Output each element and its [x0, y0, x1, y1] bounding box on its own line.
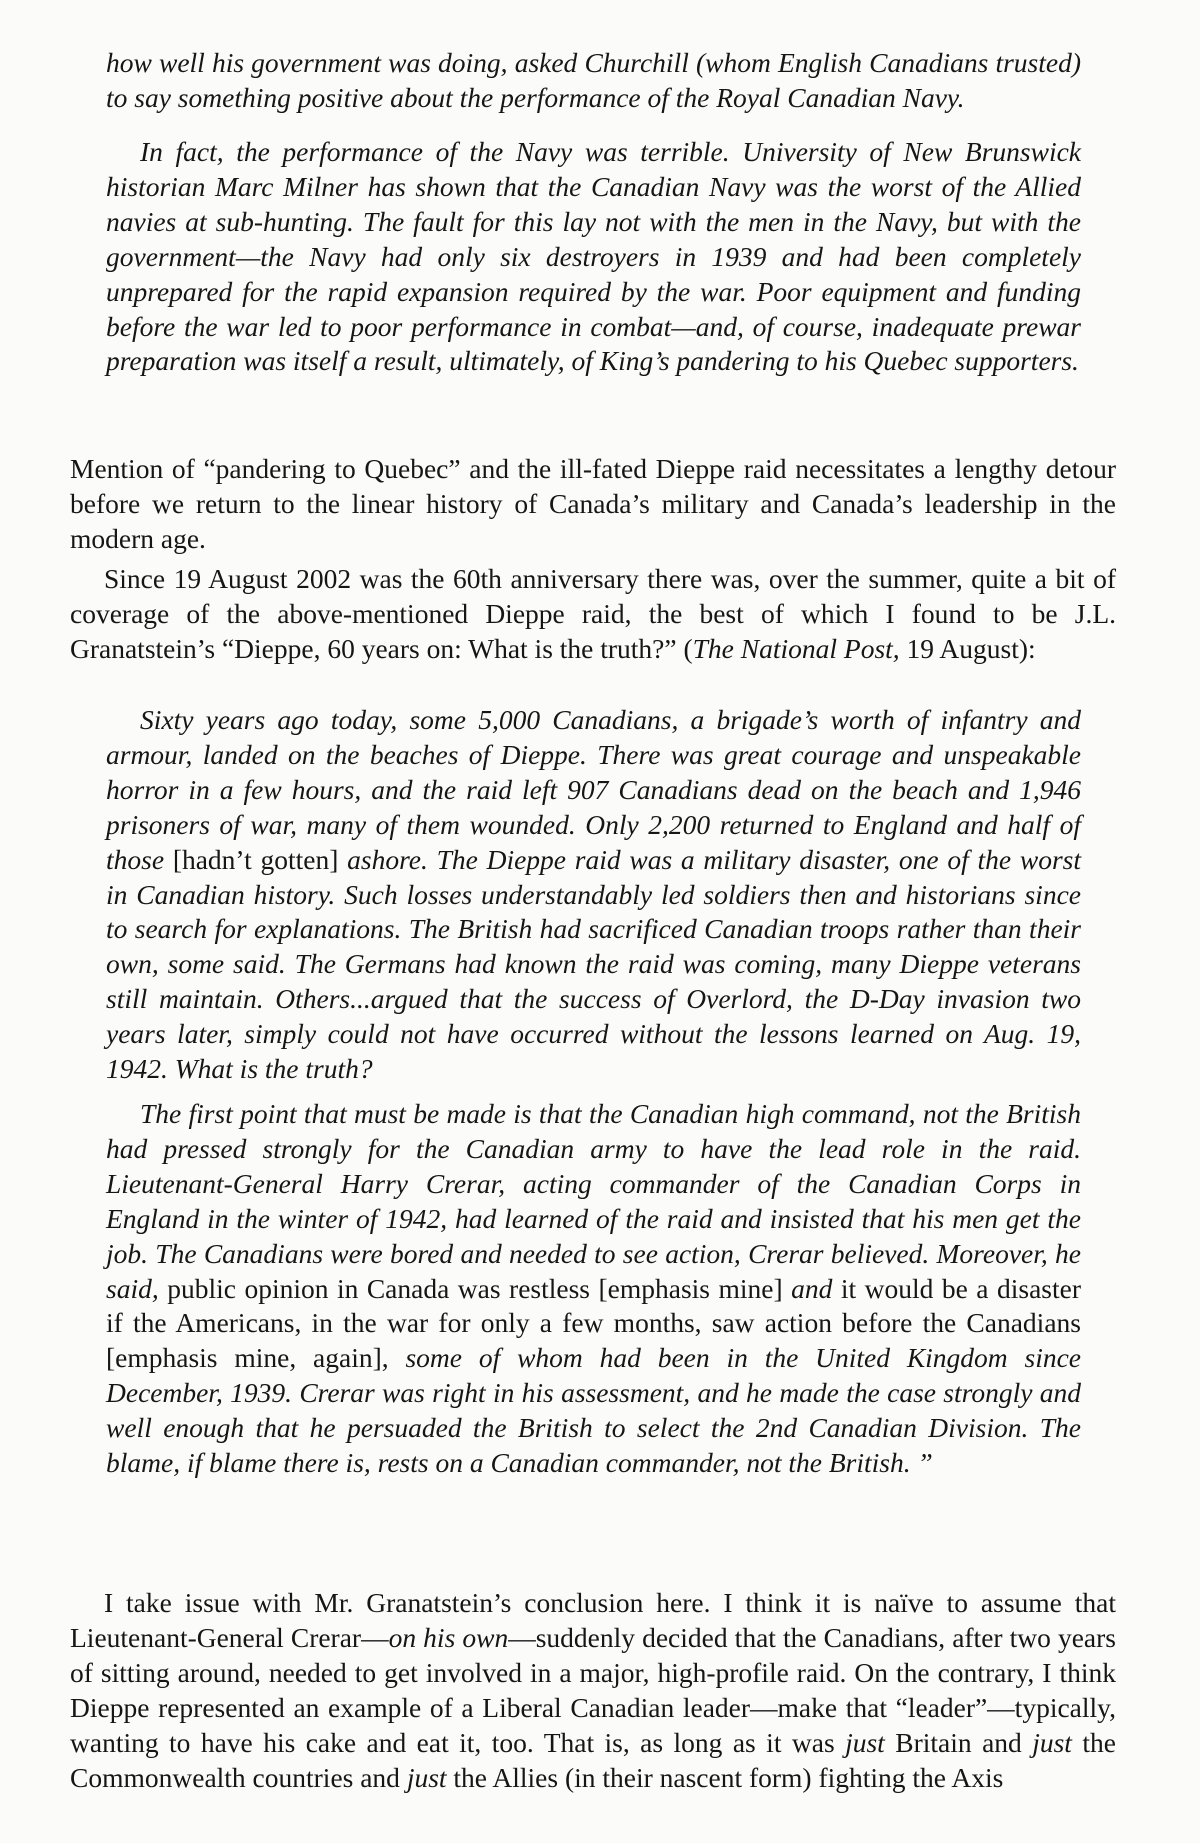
emphasis-text: on his own: [388, 1621, 509, 1653]
body-paragraph: Mention of “pandering to Quebec” and the ill-fated Dieppe raid necessitates a lengthy detour before we return to the linear history of Canada’s military and Canada’s leadership in the modern age.: [70, 453, 1116, 554]
publication-title: The National Post,: [692, 632, 900, 664]
body-paragraph: I take issue with Mr. Granatstein’s conclusion here. I think it is naïve to assume that Lieutenant-General Crerar—on his own—suddenly decided that the Canadians, after two years of sitting around, needed to get involved in a major, high-profile raid. On the contrary, I think Dieppe represented an example of a Liberal Canadian leader—make that “leader”—typically, wanting to have his cake and eat it, too. That is, as long as it was just Britain and just the Commonwealth countries and just the Allies (in their nascent form) fighting the Axis: [70, 1587, 1116, 1793]
body-paragraph: Since 19 August 2002 was the 60th anniversary there was, over the summer, quite a bit of coverage of the above-mentioned Dieppe raid, the best of which I found to be J.L. Granatstein’s “Dieppe, 60 years on: What is the truth?” (The National Post, 19 August):: [70, 563, 1116, 664]
emphasis-text: just: [406, 1761, 447, 1793]
block-quote-paragraph: The first point that must be made is that the Canadian high command, not the British had pressed strongly for the Canadian army to have the lead role in the raid. Lieutenant-General Harry Crerar, acting commander of the Canadian Corps in England in the winter of 1942, had learned of the raid and insisted that his men get the job. The Canadians were bored and needed to see action, Crerar believed. Moreover, he said, public opinion in Canada was restless [emphasis mine] and it would be a disaster if the Americans, in the war for only a few months, saw action before the Canadians [emphasis mine, again], some of whom had been in the United Kingdom since December, 1939. Crerar was right in his assessment, and he made the case strongly and well enough that he persuaded the British to select the 2nd Canadian Division. The blame, if blame there is, rests on a Canadian commander, not the British. ”: [106, 1098, 1082, 1479]
emphasis-text: just: [845, 1726, 885, 1758]
editorial-insertion: [hadn’t gotten]: [172, 843, 339, 875]
quote-paragraph: In fact, the performance of the Navy was terrible. University of New Brunswick historian Marc Milner has shown that the Canadian Navy was the worst of the Allied navies at sub-hunting. The fault for this lay not with the men in the Navy, but with the government—the Navy had only six destroyers in 1939 and had been completely unprepared for the rapid expansion required by the war. Poor equipment and funding before the war led to poor performance in combat—and, of course, inadequate prewar preparation was itself a result, ultimately, of King’s pandering to his Quebec supporters.: [106, 136, 1081, 377]
emphasis-text: it would be a disaster if the Americans, in the war for only a few months, saw action before the Canadians [emphasis mine, again],: [106, 1272, 1082, 1374]
emphasis-text: just: [1032, 1726, 1072, 1758]
emphasis-text: public opinion in Canada was restless [emphasis mine]: [167, 1272, 783, 1304]
block-quote-paragraph: Sixty years ago today, some 5,000 Canadians, a brigade’s worth of infantry and armour, landed on the beaches of Dieppe. There was great courage and unspeakable horror in a few hours, and the raid left 907 Canadians dead on the beach and 1,946 prisoners of war, many of them wounded. Only 2,200 returned to England and half of those [hadn’t gotten] ashore. The Dieppe raid was a military disaster, one of the worst in Canadian history. Such losses understandably led soldiers then and historians since to search for explanations. The British had sacrificed Canadian troops rather than their own, some said. The Germans had known the raid was coming, many Dieppe veterans still maintain. Others...argued that the success of Overlord, the D-Day invasion two years later, simply could not have occurred without the lessons learned on Aug. 19, 1942. What is the truth?: [106, 704, 1081, 1085]
quote-paragraph: how well his government was doing, asked Churchill (whom English Canadians trusted) to say something positive about the performance of the Royal Canadian Navy.: [106, 47, 1081, 113]
